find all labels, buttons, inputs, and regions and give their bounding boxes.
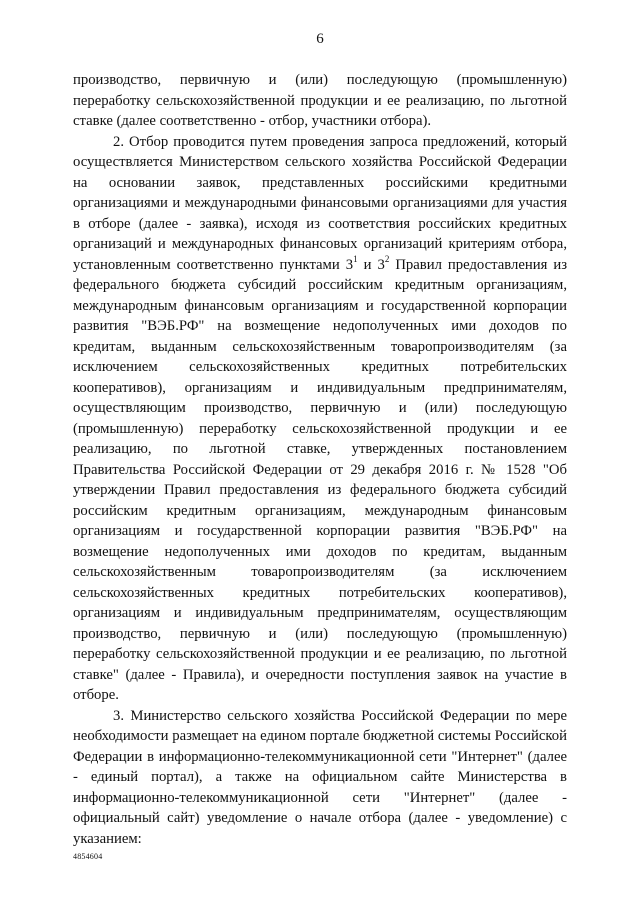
- superscript-2: 2: [384, 253, 390, 264]
- paragraph-item-2-text-start: 2. Отбор проводится путем проведения запроса предложений, который осуществляется Министерством сельского хозяйства Российской Федерации на основании заявок, представленных российскими кредитными организациями и международными финансовыми организациями для участия в отборе (далее - заявка), исходя из соответствия российских кредитных организаций и международных финансовых организаций критериям отбора, установленным соответственно пунктами 3: [73, 133, 567, 273]
- paragraph-item-3: 3. Министерство сельского хозяйства Российской Федерации по мере необходимости размещает на едином портале бюджетной системы Российской Федерации в информационно-телекоммуникационной сети "Интернет" (далее - единый портал), а также на официальном сайте Министерства в информационно-телекоммуникационной сети "Интернет" (далее - официальный сайт) уведомление о начале отбора (далее - уведомление) с указанием:: [73, 707, 567, 847]
- paragraph-item-2: [73, 132, 567, 706]
- paragraph-item-2-text-middle: и 3: [357, 256, 385, 273]
- document-code: 4854604: [73, 852, 103, 861]
- paragraph-continuation: производство, первичную и (или) последующую (промышленную) переработку сельскохозяйственной продукции и ее реализацию, по льготной ставке (далее соответственно - отбор, участники отбора).: [73, 72, 567, 129]
- page-number: 6: [316, 31, 324, 47]
- paragraph-item-2-text-end: Правил предоставления из федерального бюджета субсидий российским кредитным организациям, международным финансовым организациям и государственной корпорации развития "ВЭБ.РФ" на возмещение недополученных ими доходов по кредитам, выданным сельскохозяйственным товаропроизводителям (за исключением сельскохозяйственных кредитных потребительских кооперативов), организациям и индивидуальным предпринимателям, осуществляющим производство, первичную и (или) последующую (промышленную) переработку сельскохозяйственной продукции и ее реализацию, по льготной ставке, утвержденных постановлением Правительства Российской Федерации от 29 декабря 2016 г. № 1528 "Об утверждении Правил предоставления из федерального бюджета субсидий российским кредитным организациям, международным финансовым организациям и государственной корпорации развития "ВЭБ.РФ" на возмещение недополученных ими доходов по кредитам, выданным сельскохозяйственным товаропроизводителям (за исключением сельскохозяйственных кредитных потребительских кооперативов), организациям и индивидуальным предпринимателям, осуществляющим производство, первичную и (или) последующую (промышленную) переработку сельскохозяйственной продукции и ее реализацию, по льготной ставке" (далее - Правила), и очередности поступления заявок на участие в отборе.: [73, 256, 568, 703]
- superscript-1: 1: [353, 253, 358, 264]
- document-body: [73, 70, 567, 849]
